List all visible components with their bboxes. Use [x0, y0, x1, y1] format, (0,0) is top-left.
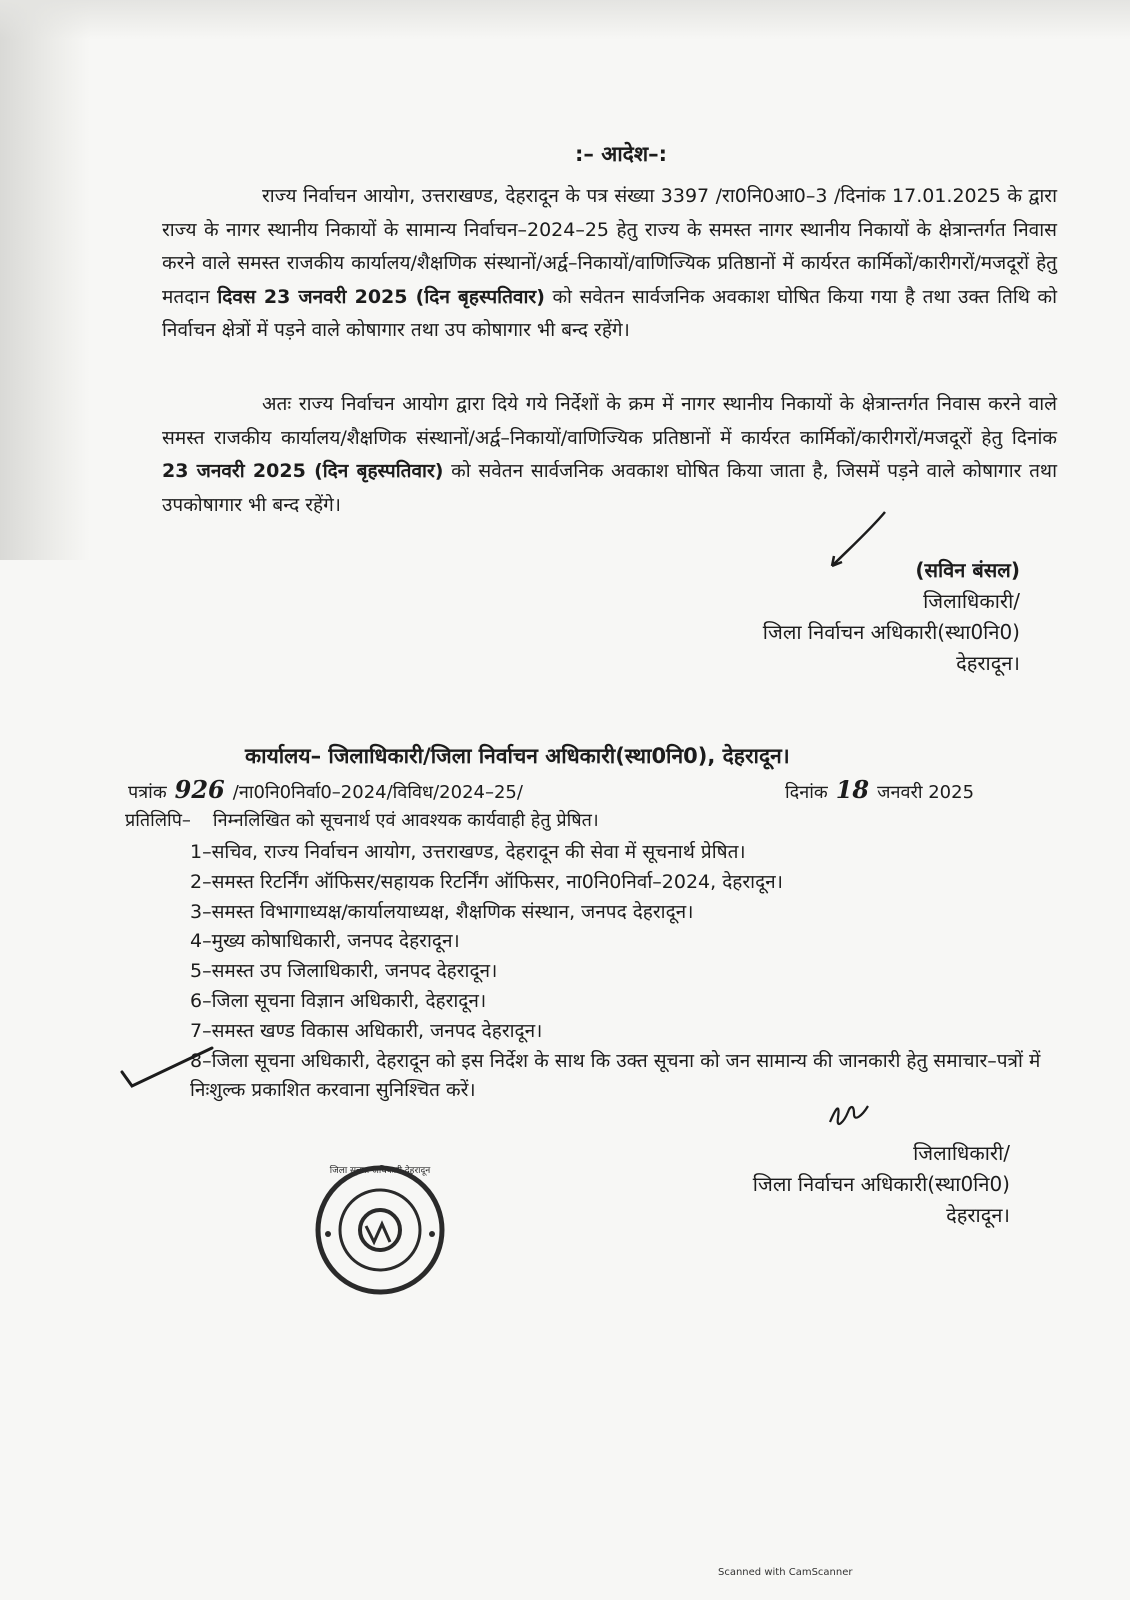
signatory-place: देहरादून। [956, 651, 1020, 675]
para2-text-end: को सवेतन सार्वजनिक अवकाश घोषित किया जाता है, जिसमें पड़ने वाले कोषागार तथा उपकोषागार भी बन्द रहेंगे। [162, 460, 1057, 516]
signatory-designation-2: जिला निर्वाचन अधिकारी(स्था0नि0) [762, 620, 1020, 644]
office-heading: कार्यालय– जिलाधिकारी/जिला निर्वाचन अधिकारी(स्था0नि0), देहरादून। [245, 744, 790, 768]
para1-text-end: को सवेतन सार्वजनिक अवकाश घोषित किया गया है तथा उक्त तिथि को निर्वाचन क्षेत्रों में पड़ने वाले कोषागार तथा उप कोषागार भी बन्द रहेंगे। [162, 285, 1057, 341]
signatory-name: (सविन बंसल) [915, 558, 1020, 582]
signatory-designation-1: जिलाधिकारी/ [923, 589, 1020, 613]
list-item: 2–समस्त रिटर्निंग ऑफिसर/सहायक रिटर्निंग ऑफिसर, ना0नि0निर्वा–2024, देहरादून। [190, 870, 783, 893]
copy-to-label: प्रतिलिपि– [125, 810, 191, 831]
signatory-designation-2: जिला निर्वाचन अधिकारी(स्था0नि0) [752, 1172, 1010, 1196]
para2-text: अतः राज्य निर्वाचन आयोग द्वारा दिये गये निर्देशों के क्रम में नागर स्थानीय निकायों के क्षेत्रान्तर्गत निवास करने वाले समस्त राजकीय कार्यालय/शैक्षणिक संस्थानों/अर्द्व–निकायों/वाणिज्यिक प्रतिष्ठानों में कार्यरत कार्मिकों/कारीगरों/मजदूरों हेतु दिनांक [162, 393, 1057, 449]
reference-number: 926 [174, 775, 225, 804]
list-item: 3–समस्त विभागाध्यक्ष/कार्यालयाध्यक्ष, शैक्षणिक संस्थान, जनपद देहरादून। [190, 900, 694, 923]
reference-suffix: /ना0नि0निर्वा0–2024/विविध/2024–25/ [232, 782, 523, 803]
reference-label: पत्रांक [128, 782, 167, 803]
date-label: दिनांक [785, 782, 828, 803]
signatory-place: देहरादून। [946, 1203, 1010, 1227]
office-stamp-icon [318, 1168, 442, 1292]
list-item: 7–समस्त खण्ड विकास अधिकारी, जनपद देहरादून। [190, 1019, 543, 1042]
para1-bold-date: दिवस 23 जनवरी 2025 (दिन बृहस्पतिवार) [217, 285, 545, 308]
order-title: :– आदेश–: [575, 142, 667, 166]
signature-stroke-icon [832, 512, 885, 566]
initials-icon [830, 1106, 868, 1124]
list-item: 8–जिला सूचना अधिकारी, देहरादून को इस निर्देश के साथ कि उक्त सूचना को जन सामान्य की जानकारी हेतु समाचार–पत्रों में निःशुल्क प्रकाशित करवाना सुनिश्चित करें। [190, 1049, 1041, 1102]
list-item: 4–मुख्य कोषाधिकारी, जनपद देहरादून। [190, 930, 460, 953]
copy-to-text: निम्नलिखित को सूचनार्थ एवं आवश्यक कार्यवाही हेतु प्रेषित। [212, 810, 599, 831]
para2-bold-date: 23 जनवरी 2025 (दिन बृहस्पतिवार) [162, 460, 444, 482]
tick-mark-icon [122, 1048, 212, 1086]
list-item: 6–जिला सूचना विज्ञान अधिकारी, देहरादून। [190, 989, 487, 1012]
signatory-designation-1: जिलाधिकारी/ [913, 1141, 1010, 1165]
date-rest: जनवरी 2025 [877, 782, 975, 803]
scanner-footer: Scanned with CamScanner [718, 1567, 853, 1578]
stamp-text: जिला सूचना अधिकारी देहरादून [329, 1166, 431, 1176]
para1-text: राज्य निर्वाचन आयोग, उत्तराखण्ड, देहरादून के पत्र संख्या 3397 /रा0नि0आ0–3 /दिनांक 17.01.2025 के द्वारा राज्य के नागर स्थानीय निकायों के सामान्य निर्वाचन–2024–25 हेतु राज्य के समस्त नागर स्थानीय निकायों के क्षेत्रान्तर्गत निवास करने वाले समस्त राजकीय कार्यालय/शैक्षणिक संस्थानों/अर्द्व–निकायों/वाणिज्यिक प्रतिष्ठानों में कार्यरत कार्मिकों/कारीगरों/मजदूरों हेतु मतदान [162, 185, 1057, 308]
date-day: 18 [835, 775, 870, 804]
list-item: 1–सचिव, राज्य निर्वाचन आयोग, उत्तराखण्ड, देहरादून की सेवा में सूचनार्थ प्रेषित। [190, 841, 746, 863]
list-item: 5–समस्त उप जिलाधिकारी, जनपद देहरादून। [190, 960, 498, 983]
